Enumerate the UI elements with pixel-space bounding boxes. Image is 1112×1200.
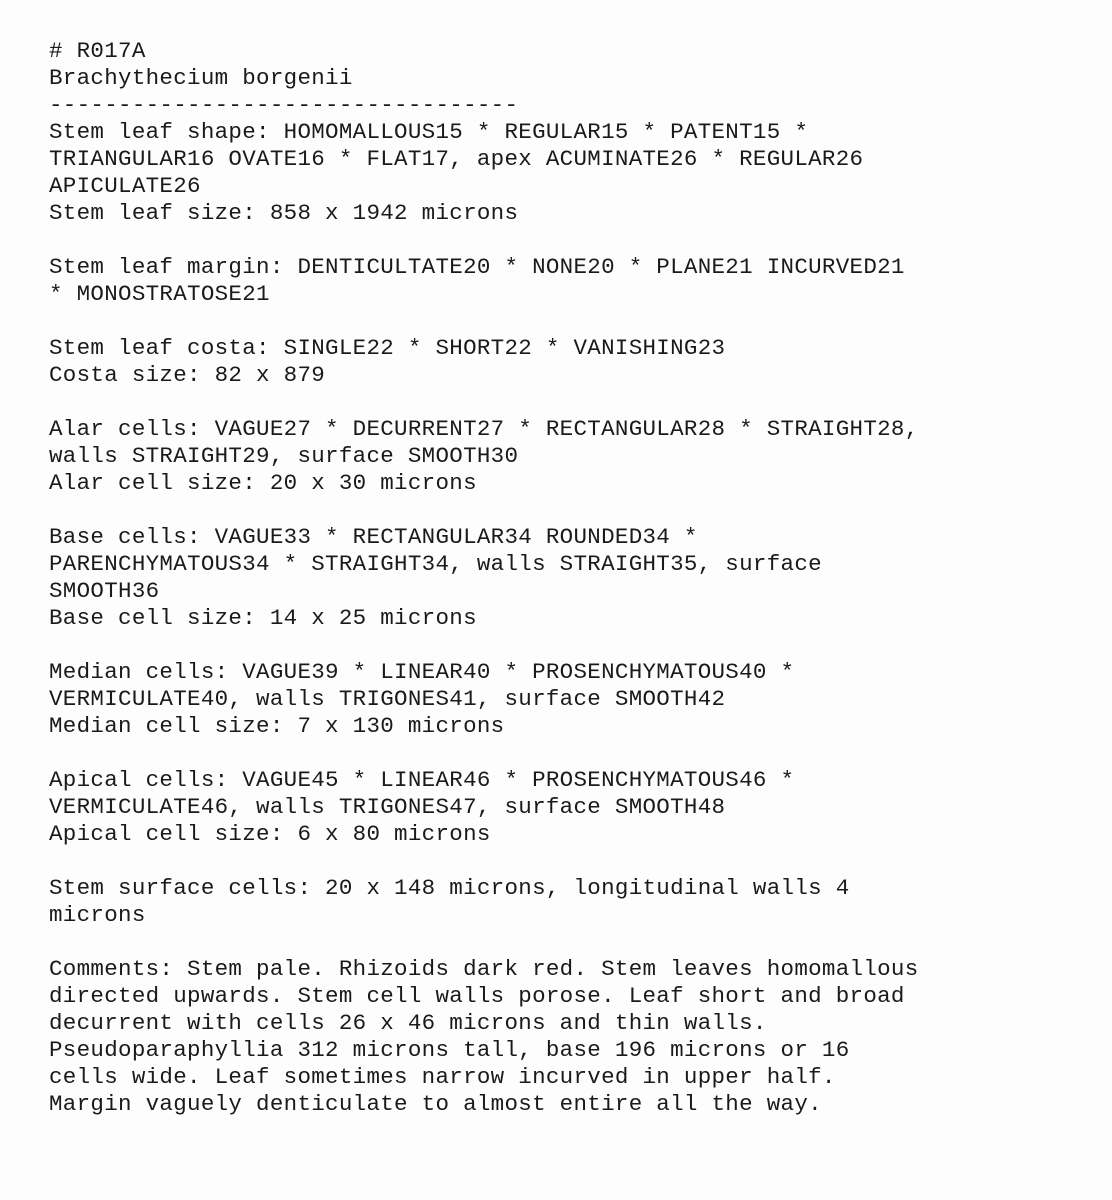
comments-line: directed upwards. Stem cell walls porose. Leaf short and broad (49, 983, 905, 1009)
alar-cell-size: Alar cell size: 20 x 30 microns (49, 470, 477, 496)
base-cells-line: Base cells: VAGUE33 * RECTANGULAR34 ROUNDED34 * (49, 524, 698, 550)
base-cell-size: Base cell size: 14 x 25 microns (49, 605, 477, 631)
stem-surface-cells-line: Stem surface cells: 20 x 148 microns, longitudinal walls 4 (49, 875, 850, 901)
spacer (49, 740, 1079, 767)
stem-leaf-shape-line: Stem leaf shape: HOMOMALLOUS15 * REGULAR15 * PATENT15 * (49, 119, 809, 145)
spacer (49, 497, 1079, 524)
base-cells-line: SMOOTH36 (49, 578, 160, 604)
apical-cells-line: VERMICULATE46, walls TRIGONES47, surface SMOOTH48 (49, 794, 726, 820)
separator-rule: ---------------------------------- (49, 92, 519, 118)
stem-surface-cells-line: microns (49, 902, 146, 928)
spacer (49, 308, 1079, 335)
stem-leaf-size: Stem leaf size: 858 x 1942 microns (49, 200, 519, 226)
stem-leaf-shape-line: APICULATE26 (49, 173, 201, 199)
costa-size: Costa size: 82 x 879 (49, 362, 326, 388)
spacer (49, 227, 1079, 254)
comments-line: Margin vaguely denticulate to almost entire all the way. (49, 1091, 822, 1117)
spacer (49, 848, 1079, 875)
comments-line: decurrent with cells 26 x 46 microns and thin walls. (49, 1010, 767, 1036)
stem-leaf-margin-line: * MONOSTRATOSE21 (49, 281, 270, 307)
comments-line: Comments: Stem pale. Rhizoids dark red. Stem leaves homomallous (49, 956, 919, 982)
species-name: Brachythecium borgenii (49, 65, 353, 91)
spacer (49, 929, 1079, 956)
spacer (49, 389, 1079, 416)
comments-line: Pseudoparaphyllia 312 microns tall, base 196 microns or 16 (49, 1037, 850, 1063)
apical-cells-line: Apical cells: VAGUE45 * LINEAR46 * PROSENCHYMATOUS46 * (49, 767, 795, 793)
comments-line: cells wide. Leaf sometimes narrow incurved in upper half. (49, 1064, 836, 1090)
median-cells-line: Median cells: VAGUE39 * LINEAR40 * PROSENCHYMATOUS40 * (49, 659, 795, 685)
median-cell-size: Median cell size: 7 x 130 microns (49, 713, 505, 739)
apical-cell-size: Apical cell size: 6 x 80 microns (49, 821, 491, 847)
spacer (49, 632, 1079, 659)
stem-leaf-costa: Stem leaf costa: SINGLE22 * SHORT22 * VANISHING23 (49, 335, 726, 361)
alar-cells-line: Alar cells: VAGUE27 * DECURRENT27 * RECTANGULAR28 * STRAIGHT28, (49, 416, 919, 442)
base-cells-line: PARENCHYMATOUS34 * STRAIGHT34, walls STRAIGHT35, surface (49, 551, 822, 577)
specimen-record (49, 38, 1079, 1118)
alar-cells-line: walls STRAIGHT29, surface SMOOTH30 (49, 443, 519, 469)
stem-leaf-margin-line: Stem leaf margin: DENTICULTATE20 * NONE20 * PLANE21 INCURVED21 (49, 254, 905, 280)
median-cells-line: VERMICULATE40, walls TRIGONES41, surface SMOOTH42 (49, 686, 726, 712)
record-id: # R017A (49, 38, 146, 64)
stem-leaf-shape-line: TRIANGULAR16 OVATE16 * FLAT17, apex ACUMINATE26 * REGULAR26 (49, 146, 864, 172)
